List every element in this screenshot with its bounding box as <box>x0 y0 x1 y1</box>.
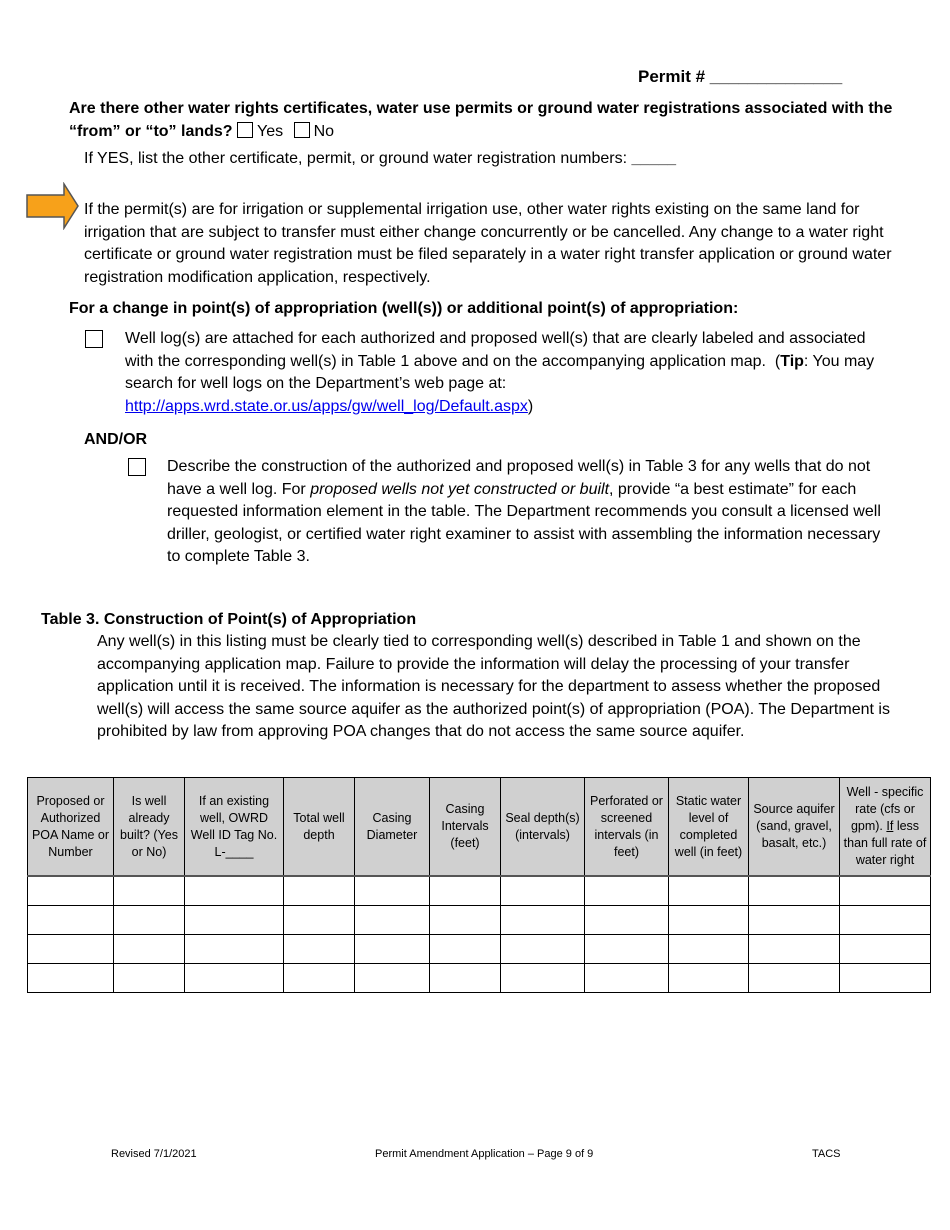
table-cell[interactable] <box>501 964 585 993</box>
irrigation-note: If the permit(s) are for irrigation or supplemental irrigation use, other water rights existing on the same land for irrigation that are subject to transfer must either change concurrently or be cancelled. Any change to a water right certificate or ground water registration must be filed separately in a water right transfer application or ground water registration modification application, respectively. <box>84 201 892 286</box>
table-header-row <box>28 778 931 877</box>
table-cell[interactable] <box>284 935 355 964</box>
col-source-aquifer: Source aquifer (sand, gravel, basalt, etc.) <box>749 778 840 877</box>
well-log-text: Well log(s) are attached for each authorized and proposed well(s) that are clearly labeled and associated with the corresponding well(s) in Table 1 above and on the accompanying application map. <box>125 330 866 370</box>
permit-number-label: Permit # ______________ <box>638 67 843 86</box>
describe-checkbox[interactable] <box>128 458 146 476</box>
well-log-link[interactable]: http://apps.wrd.state.or.us/apps/gw/well_log/Default.aspx <box>125 397 528 415</box>
col-static-water-level: Static water level of completed well (in feet) <box>669 778 749 877</box>
construction-table <box>27 777 931 993</box>
col-total-depth: Total well depth <box>284 778 355 877</box>
table-cell[interactable] <box>669 876 749 906</box>
table-cell[interactable] <box>669 935 749 964</box>
table-cell[interactable] <box>114 935 185 964</box>
table-row <box>28 906 931 935</box>
table-cell[interactable] <box>749 935 840 964</box>
table-cell[interactable] <box>430 906 501 935</box>
no-label: No <box>313 123 335 140</box>
table-cell[interactable] <box>185 876 284 906</box>
tip-open-paren: ( <box>774 352 781 370</box>
table-cell[interactable] <box>840 964 931 993</box>
table-cell[interactable] <box>749 876 840 906</box>
table-cell[interactable] <box>501 935 585 964</box>
if-yes-text: If YES, list the other certificate, permit, or ground water registration numbers: <box>84 150 628 167</box>
col-well-id-tag: If an existing well, OWRD Well ID Tag No. L-____ <box>185 778 284 877</box>
table-cell[interactable] <box>585 964 669 993</box>
col-well-rate <box>840 778 931 877</box>
yes-checkbox[interactable] <box>237 122 253 138</box>
describe-italic: proposed wells not yet constructed or built <box>310 480 610 498</box>
tip-text: : You may search for well logs on the Department’s web page at: <box>125 352 875 393</box>
table-cell[interactable] <box>284 964 355 993</box>
table-cell[interactable] <box>355 876 430 906</box>
table-cell[interactable] <box>501 906 585 935</box>
well-rate-text-a: Well - specific rate (cfs or gpm). <box>846 785 924 833</box>
table-cell[interactable] <box>284 906 355 935</box>
table-cell[interactable] <box>355 964 430 993</box>
table-cell[interactable] <box>430 964 501 993</box>
table3-title: Table 3. Construction of Point(s) of Appropriation <box>41 611 417 628</box>
well-rate-text-b: less than full rate of water right <box>843 819 927 867</box>
well-log-paragraph <box>125 328 895 418</box>
poa-heading: For a change in point(s) of appropriation (well(s)) or additional point(s) of appropriation: <box>69 300 739 317</box>
col-seal-depth: Seal depth(s) (intervals) <box>501 778 585 877</box>
table-row <box>28 964 931 993</box>
col-already-built: Is well already built? (Yes or No) <box>114 778 185 877</box>
yes-label: Yes <box>257 123 284 140</box>
table-cell[interactable] <box>585 906 669 935</box>
table-cell[interactable] <box>669 964 749 993</box>
table-cell[interactable] <box>28 876 114 906</box>
question-text: Are there other water rights certificates, water use permits or ground water registrations associated with the “from” or “to” lands? <box>69 100 893 140</box>
table-cell[interactable] <box>749 906 840 935</box>
well-rate-if: If <box>886 819 894 833</box>
table-row <box>28 876 931 906</box>
table-cell[interactable] <box>749 964 840 993</box>
table-cell[interactable] <box>185 906 284 935</box>
describe-text-a: Describe the construction of the authorized and proposed well(s) in Table 3 for any wells that do not have a well log. For <box>167 458 871 498</box>
table-cell[interactable] <box>114 876 185 906</box>
col-poa-name: Proposed or Authorized POA Name or Number <box>28 778 114 877</box>
describe-text-b: , provide “a best estimate” for each requested information element in the table. The Department recommends you consult a licensed well driller, geologist, or certified water right examiner to assist with assembling the information necessary to complete Table 3. <box>167 480 881 566</box>
table-cell[interactable] <box>284 876 355 906</box>
table-cell[interactable] <box>114 964 185 993</box>
well-log-checkbox[interactable] <box>85 330 103 348</box>
table-cell[interactable] <box>185 964 284 993</box>
tip-label: Tip <box>780 352 804 370</box>
footer-revised: Revised 7/1/2021 <box>111 1148 197 1160</box>
describe-paragraph <box>167 456 892 569</box>
table-cell[interactable] <box>185 935 284 964</box>
no-checkbox[interactable] <box>294 122 310 138</box>
footer-page-info: Permit Amendment Application – Page 9 of 9 <box>375 1148 594 1160</box>
table-cell[interactable] <box>430 876 501 906</box>
table-cell[interactable] <box>501 876 585 906</box>
if-yes-line <box>84 148 914 171</box>
col-casing-diameter: Casing Diameter <box>355 778 430 877</box>
table-cell[interactable] <box>355 935 430 964</box>
table-cell[interactable] <box>28 906 114 935</box>
table-cell[interactable] <box>840 906 931 935</box>
if-yes-blank[interactable]: _____ <box>631 150 677 167</box>
table3-description: Any well(s) in this listing must be clearly tied to corresponding well(s) described in Table 1 and shown on the accompanying application map. Failure to provide the information will delay the processing of your transfer application until it is received. The information is necessary for the department to assess whether the proposed well(s) will access the same source aquifer as the authorized point(s) of appropriation (POA). The Department is prohibited by law from approving POA changes that do not access the same source aquifer. <box>97 633 890 741</box>
table-cell[interactable] <box>28 964 114 993</box>
tip-close-paren: ) <box>527 397 534 415</box>
table-cell[interactable] <box>430 935 501 964</box>
table-cell[interactable] <box>840 935 931 964</box>
and-or-label: AND/OR <box>84 431 148 448</box>
table-row <box>28 935 931 964</box>
table-cell[interactable] <box>585 876 669 906</box>
table-cell[interactable] <box>114 906 185 935</box>
table-cell[interactable] <box>585 935 669 964</box>
other-rights-question <box>69 97 899 143</box>
table-cell[interactable] <box>355 906 430 935</box>
table-cell[interactable] <box>28 935 114 964</box>
footer-tacs: TACS <box>812 1148 841 1160</box>
col-casing-intervals: Casing Intervals (feet) <box>430 778 501 877</box>
arrow-right-icon <box>26 182 80 230</box>
col-perforated-intervals: Perforated or screened intervals (in feet) <box>585 778 669 877</box>
table-cell[interactable] <box>669 906 749 935</box>
table-cell[interactable] <box>840 876 931 906</box>
